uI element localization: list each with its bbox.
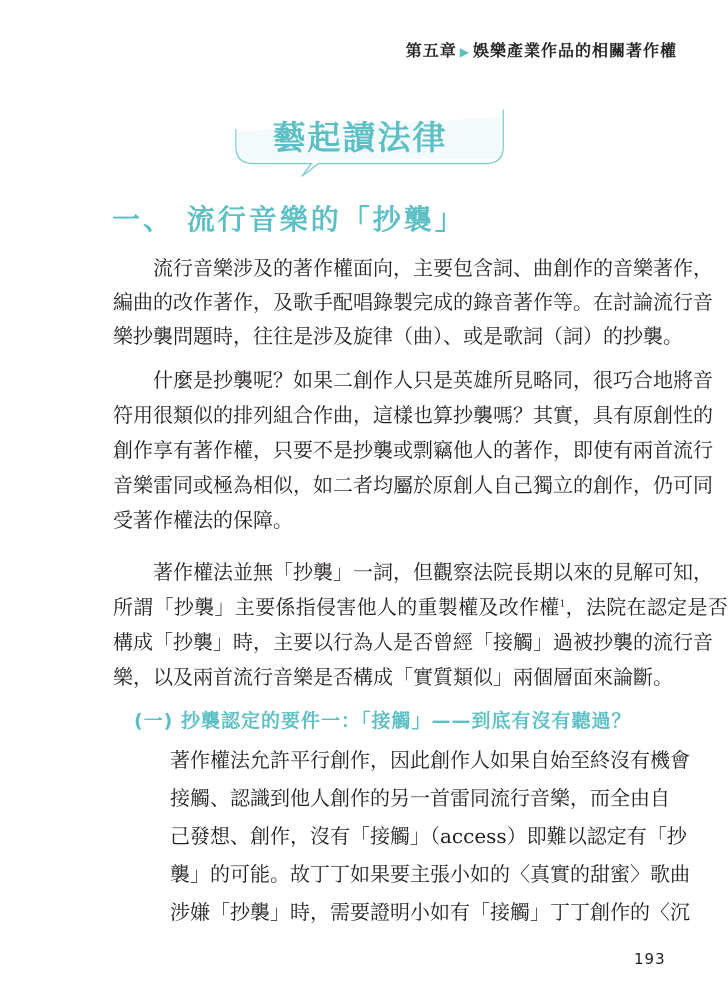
para3-line: 樂，以及兩首流行音樂是否構成「實質類似」兩個層面來論斷。 bbox=[113, 665, 673, 689]
para3-line-2: 所謂「抄襲」主要係指侵害他人的重製權及改作權$^1$，法院在認定是否 bbox=[113, 595, 728, 619]
para2-line: 音樂雷同或極為相似，如二者均屬於原創人自己獨立的創作，仍可同 bbox=[113, 473, 713, 497]
para2-line: 受著作權法的保障。 bbox=[113, 508, 293, 532]
section-title: 一、 流行音樂的「抄襲」 bbox=[112, 203, 466, 236]
triangle-right-icon: ▶ bbox=[459, 45, 470, 59]
para4-line: 襲」的可能。故丁丁如果要主張小如的〈真實的甜蜜〉歌曲 bbox=[170, 862, 690, 886]
para4-line: 己發想、創作，沒有「接觸」（access）即難以認定有「抄 bbox=[170, 824, 687, 848]
running-header bbox=[406, 38, 677, 61]
para2-line: 符用很類似的排列組合作曲，這樣也算抄襲嗎？其實，具有原創性的 bbox=[113, 403, 713, 427]
page-number: 193 bbox=[634, 950, 666, 968]
para4-line: 著作權法允許平行創作，因此創作人如果自始至終沒有機會 bbox=[170, 748, 690, 772]
para3-line: 構成「抄襲」時，主要以行為人是否曾經「接觸」過被抄襲的流行音 bbox=[113, 630, 713, 654]
subsection-title: (一) 抄襲認定的要件一：「接觸」——到底有沒有聽過？ bbox=[134, 710, 632, 732]
para4-line: 接觸、認識到他人創作的另一首雷同流行音樂，而全由自 bbox=[170, 786, 670, 810]
para4-line: 涉嫌「抄襲」時，需要證明小如有「接觸」丁丁創作的〈沉 bbox=[170, 900, 690, 924]
para1-line: 編曲的改作著作，及歌手配唱錄製完成的錄音著作等。在討論流行音 bbox=[113, 290, 713, 314]
footnote-mark[interactable]: 1 bbox=[559, 599, 566, 610]
box-title: 藝起讀法律 bbox=[272, 118, 448, 157]
para1-line: 流行音樂涉及的著作權面向，主要包含詞、曲創作的音樂著作， bbox=[153, 256, 713, 280]
chapter-label: 第五章 bbox=[405, 41, 457, 60]
para2-line: 什麼是抄襲呢？如果二創作人只是英雄所見略同，很巧合地將音 bbox=[153, 368, 713, 392]
para3-line: 著作權法並無「抄襲」一詞，但觀察法院長期以來的見解可知， bbox=[153, 560, 713, 584]
para2-line: 創作享有著作權，只要不是抄襲或剽竊他人的著作，即使有兩首流行 bbox=[113, 438, 713, 462]
chapter-title: 娛樂產業作品的相關著作權 bbox=[472, 41, 677, 60]
para1-line: 樂抄襲問題時，往往是涉及旋律（曲）、或是歌詞（詞）的抄襲。 bbox=[113, 324, 683, 348]
